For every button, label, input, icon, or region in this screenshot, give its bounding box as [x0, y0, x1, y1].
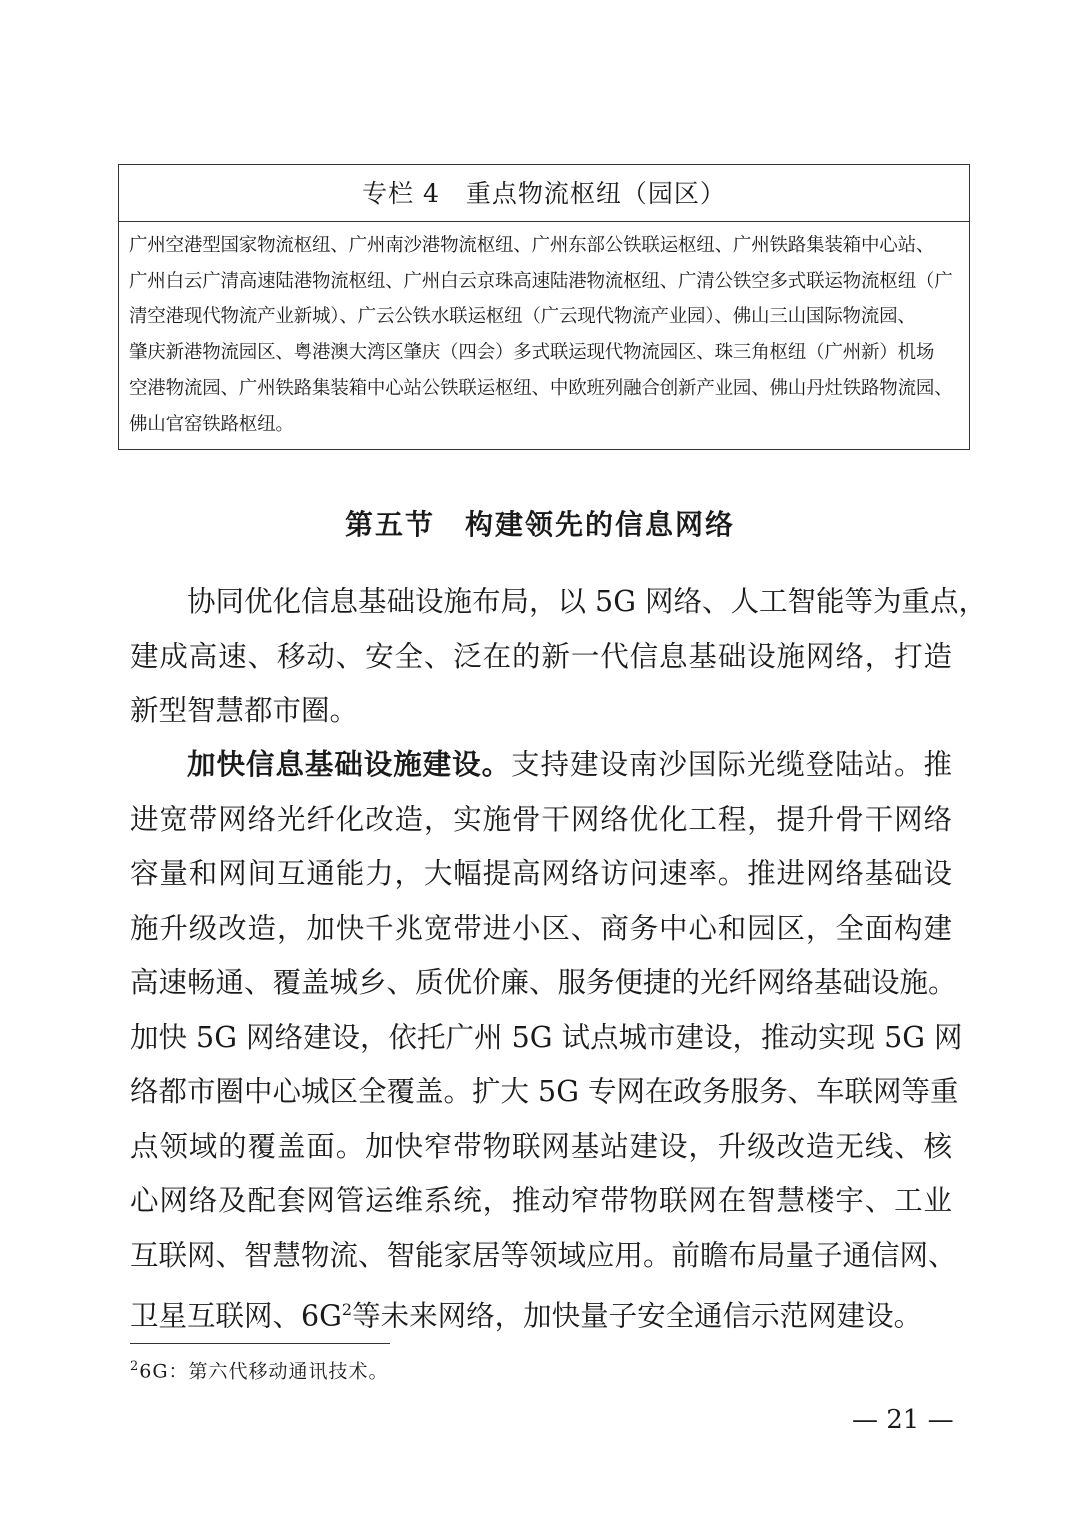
feature-box-body: [119, 222, 969, 442]
paragraph-line: 互联网、智慧物流、智能家居等领域应用。前瞻布局量子通信网、: [130, 1238, 957, 1272]
paragraph-line: 建成高速、移动、安全、泛在的新一代信息基础设施网络，打造: [130, 639, 952, 673]
last-line-post: 等未来网络，加快量子安全通信示范网建设。: [352, 1299, 923, 1333]
paragraph-line: 进宽带网络光纤化改造，实施骨干网络优化工程，提升骨干网络: [130, 802, 952, 836]
footnote-ref[interactable]: 2: [341, 1300, 353, 1319]
feature-box-line: 空港物流园、广州铁路集装箱中心站公铁联运枢纽、中欧班列融合创新产业园、佛山丹灶铁路物流园、: [129, 377, 953, 399]
section-title: 第五节 构建领先的信息网络: [344, 508, 735, 541]
paragraph-line: 点领域的覆盖面。加快窄带物联网基站建设，升级改造无线、核: [130, 1129, 952, 1163]
feature-box-line: 肇庆新港物流园区、粤港澳大湾区肇庆（四会）多式联运现代物流园区、珠三角枢纽（广州新）机场: [129, 342, 935, 364]
paragraph-line: 高速畅通、覆盖城乡、质优价廉、服务便捷的光纤网络基础设施。: [130, 966, 957, 999]
footnote-marker: 2: [130, 1359, 140, 1374]
paragraph-last-line: [130, 1283, 952, 1344]
paragraph-line: 施升级改造，加快千兆宽带进小区、商务中心和园区，全面构建: [130, 911, 952, 945]
paragraph-line: 心网络及配套网管运维系统，推动窄带物联网在智慧楼宇、工业: [130, 1184, 952, 1217]
first-line-rest: 支持建设南沙国际光缆登陆站。推: [511, 748, 952, 781]
feature-box-title: 专栏 4 重点物流枢纽（园区）: [119, 165, 969, 222]
feature-box-line: 佛山官窑铁路枢纽。: [129, 413, 294, 435]
paragraph-2: [130, 738, 963, 1344]
footnote-divider: [130, 1343, 390, 1344]
paragraph-first-line: [130, 738, 952, 793]
paragraph-line: 加快 5G 网络建设，依托广州 5G 试点城市建设，推动实现 5G 网: [130, 1020, 963, 1054]
paragraph-line: 协同优化信息基础设施布局，以 5G 网络、人工智能等为重点，: [187, 585, 988, 618]
paragraph-line: 络都市圈中心城区全覆盖。扩大 5G 专网在政务服务、车联网等重: [130, 1075, 959, 1108]
footnote-text: 6G：第六代移动通讯技术。: [139, 1360, 389, 1383]
footnote: [130, 1352, 389, 1386]
feature-box-line: 广州白云广清高速陆港物流枢纽、广州白云京珠高速陆港物流枢纽、广清公铁空多式联运物流枢纽（广: [129, 270, 953, 292]
paragraph-1: [130, 575, 988, 739]
page-number: — 21 —: [852, 1405, 954, 1435]
paragraph-line: 新型智慧都市圈。: [130, 694, 359, 727]
feature-box-line: 清空港现代物流产业新城）、广云公铁水联运枢纽（广云现代物流产业园）、佛山三山国际物流园、: [129, 306, 916, 328]
feature-box-line: 广州空港型国家物流枢纽、广州南沙港物流枢纽、广州东部公铁联运枢纽、广州铁路集装箱中心站、: [129, 235, 935, 256]
feature-box: [118, 164, 970, 450]
paragraph-line: 容量和网间互通能力，大幅提高网络访问速率。推进网络基础设: [130, 857, 952, 890]
last-line-pre: 卫星互联网、6G: [130, 1299, 342, 1333]
bold-lead: 加快信息基础设施建设。: [187, 748, 512, 781]
